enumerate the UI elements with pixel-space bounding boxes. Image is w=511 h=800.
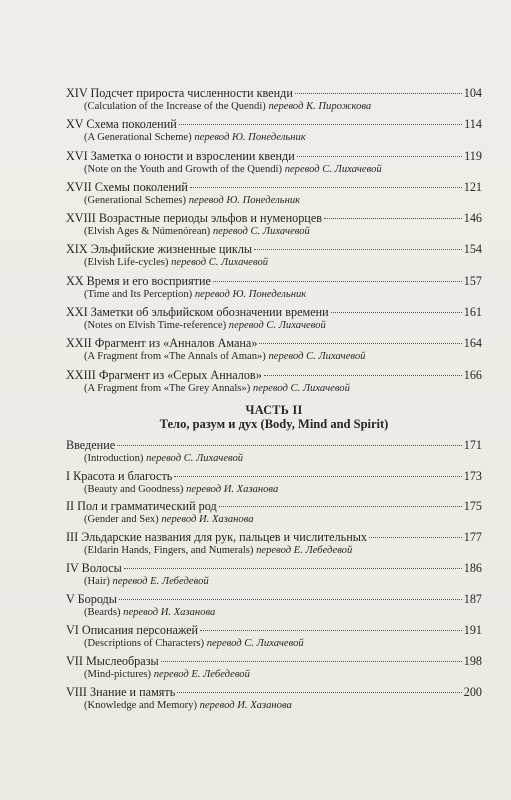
toc-section-part-1	[66, 86, 482, 395]
toc-entry-line	[66, 654, 482, 668]
toc-entry-title: XXI Заметки об эльфийском обозначении времени	[66, 305, 329, 320]
original-title: (Beards)	[84, 607, 121, 619]
toc-entry-title: I Красота и благость	[66, 468, 173, 483]
original-title: (Descriptions of Characters)	[84, 638, 205, 650]
toc-entry-title: XVIII Возрастные периоды эльфов и нуменорцев	[66, 211, 322, 226]
toc-entry-title: VI Описания персонажей	[66, 623, 199, 638]
toc-entry-line	[66, 368, 482, 382]
toc-entry	[66, 274, 482, 301]
toc-entry-title: II Пол и грамматический род	[66, 499, 217, 514]
toc-entry-line	[66, 117, 482, 131]
translator: перевод Ю. Понедельник	[188, 194, 301, 206]
toc-entry-page: 187	[463, 592, 482, 607]
original-title: (A Generational Scheme)	[84, 132, 192, 144]
translator: перевод И. Хазанова	[186, 483, 279, 495]
toc-entry	[66, 117, 482, 144]
original-title: (Gender and Sex)	[84, 514, 159, 526]
toc-entry-line	[66, 211, 482, 225]
toc-entry-page: 157	[463, 273, 482, 288]
dot-leader	[117, 445, 462, 446]
dot-leader	[179, 124, 462, 125]
original-title: (Notes on Elvish Time-reference)	[84, 320, 227, 332]
toc-entry-title: VIII Знание и память	[66, 684, 176, 699]
toc-entry-page: 154	[463, 242, 482, 257]
toc-entry-subtitle	[66, 163, 482, 176]
original-title: (Introduction)	[84, 452, 144, 464]
dot-leader	[295, 93, 462, 94]
translator: перевод Е. Лебедевой	[256, 545, 353, 557]
toc-entry-line	[66, 438, 482, 452]
translator: перевод С. Лихачевой	[212, 226, 310, 238]
table-of-contents	[66, 86, 482, 716]
translator: перевод Ю. Понедельник	[194, 132, 306, 144]
toc-entry-line	[66, 336, 482, 350]
toc-entry-page: 173	[463, 468, 482, 483]
dot-leader	[177, 692, 461, 693]
translator: перевод И. Хазанова	[161, 514, 254, 526]
toc-entry-page: 200	[463, 684, 482, 699]
dot-leader	[324, 218, 462, 219]
toc-entry-title: VII Мыслеобразы	[66, 653, 159, 668]
translator: перевод С. Лихачевой	[268, 351, 366, 363]
translator: перевод И. Хазанова	[199, 699, 292, 711]
dot-leader	[331, 312, 462, 313]
toc-entry-page: 104	[463, 86, 482, 100]
dot-leader	[219, 506, 462, 507]
toc-entry-line	[66, 685, 482, 699]
translator: перевод Е. Лебедевой	[112, 576, 209, 588]
toc-entry	[66, 149, 482, 176]
original-title: (Elvish Life-cycles)	[84, 257, 169, 269]
toc-entry-title: IV Волосы	[66, 561, 122, 576]
toc-entry-page: 161	[463, 305, 482, 320]
toc-entry-subtitle	[66, 319, 482, 332]
toc-entry-subtitle	[66, 288, 482, 301]
toc-entry-subtitle	[66, 699, 482, 712]
toc-entry-title: XXIII Фрагмент из «Серых Анналов»	[66, 367, 262, 382]
part-label: ЧАСТЬ II	[245, 402, 303, 417]
toc-entry-subtitle	[66, 513, 482, 526]
translator: перевод С. Лихачевой	[146, 452, 244, 464]
toc-entry-line	[66, 623, 482, 637]
toc-entry-subtitle	[66, 382, 482, 395]
toc-entry	[66, 530, 482, 557]
dot-leader	[161, 661, 462, 662]
toc-entry	[66, 469, 482, 496]
original-title: (Beauty and Goodness)	[84, 483, 184, 495]
original-title: (Time and Its Perception)	[84, 288, 193, 300]
toc-entry-subtitle	[66, 575, 482, 588]
toc-entry	[66, 499, 482, 526]
translator: перевод С. Лихачевой	[228, 320, 326, 332]
toc-entry	[66, 211, 482, 238]
toc-entry-page: 121	[463, 179, 482, 194]
toc-entry-subtitle	[66, 606, 482, 619]
toc-section-part-2	[66, 438, 482, 712]
toc-entry-title: XIX Эльфийские жизненные циклы	[66, 242, 253, 257]
original-title: (Elvish Ages & Númenórean)	[84, 226, 211, 238]
dot-leader	[124, 568, 462, 569]
toc-entry	[66, 305, 482, 332]
toc-entry	[66, 438, 482, 465]
toc-entry-subtitle	[66, 256, 482, 269]
toc-entry	[66, 180, 482, 207]
toc-entry-title: III Эльдарские названия для рук, пальцев и числительных	[66, 530, 368, 545]
toc-entry-line	[66, 86, 482, 100]
toc-entry-subtitle	[66, 225, 482, 238]
toc-entry-line	[66, 592, 482, 606]
original-title: (Note on the Youth and Growth of the Quendi)	[84, 163, 283, 175]
original-title: (Mind-pictures)	[84, 668, 152, 680]
translator: перевод С. Лихачевой	[252, 382, 350, 394]
toc-entry-title: XVI Заметка о юности и взрослении квенди	[66, 148, 295, 163]
toc-entry	[66, 592, 482, 619]
dot-leader	[264, 375, 462, 376]
toc-entry-line	[66, 499, 482, 513]
toc-entry-line	[66, 149, 482, 163]
toc-entry-subtitle	[66, 350, 482, 363]
original-title: (A Fragment from «The Annals of Aman»)	[84, 351, 266, 363]
dot-leader	[259, 343, 461, 344]
toc-entry-line	[66, 242, 482, 256]
toc-entry-page: 175	[463, 499, 482, 514]
toc-entry	[66, 336, 482, 363]
toc-entry-page: 114	[464, 117, 482, 132]
toc-entry-page: 191	[463, 623, 482, 638]
translator: перевод К. Пирожкова	[268, 101, 372, 112]
original-title: (Eldarin Hands, Fingers, and Numerals)	[84, 545, 254, 557]
toc-entry	[66, 561, 482, 588]
original-title: (Knowledge and Memory)	[84, 699, 197, 711]
dot-leader	[190, 187, 462, 188]
toc-entry-line	[66, 305, 482, 319]
toc-entry-subtitle	[66, 668, 482, 681]
translator: перевод С. Лихачевой	[284, 163, 382, 175]
toc-entry-page: 166	[463, 367, 482, 382]
toc-entry-page: 186	[463, 561, 482, 576]
dot-leader	[254, 249, 462, 250]
toc-entry-title: V Бороды	[66, 592, 117, 607]
dot-leader	[119, 599, 462, 600]
original-title: (Hair)	[84, 576, 110, 588]
toc-entry-subtitle	[66, 131, 482, 144]
toc-entry-subtitle	[66, 637, 482, 650]
dot-leader	[369, 537, 462, 538]
dot-leader	[213, 281, 462, 282]
toc-entry-title: XVII Схемы поколений	[66, 179, 188, 194]
toc-entry-page: 171	[463, 437, 482, 452]
toc-entry-title: XV Схема поколений	[66, 117, 177, 132]
toc-entry	[66, 86, 482, 113]
original-title: (Calculation of the Increase of the Quendi)	[84, 101, 266, 112]
toc-entry-line	[66, 530, 482, 544]
toc-entry-title: Введение	[66, 437, 116, 452]
toc-entry-subtitle	[66, 452, 482, 465]
original-title: (A Fragment from «The Grey Annals»)	[84, 382, 251, 394]
toc-entry-subtitle	[66, 100, 482, 113]
toc-entry	[66, 623, 482, 650]
dot-leader	[174, 476, 461, 477]
translator: перевод С. Лихачевой	[171, 257, 269, 269]
original-title: (Generational Schemes)	[84, 194, 187, 206]
toc-entry-line	[66, 469, 482, 483]
toc-entry-page: 146	[463, 211, 482, 226]
toc-entry-subtitle	[66, 544, 482, 557]
toc-entry-title: XXII Фрагмент из «Анналов Амана»	[66, 336, 258, 351]
toc-entry-page: 164	[463, 336, 482, 351]
toc-entry-line	[66, 561, 482, 575]
toc-entry-subtitle	[66, 194, 482, 207]
toc-entry	[66, 242, 482, 269]
translator: перевод С. Лихачевой	[206, 638, 304, 650]
toc-entry	[66, 654, 482, 681]
toc-entry-subtitle	[66, 483, 482, 496]
translator: перевод Е. Лебедевой	[153, 668, 250, 680]
dot-leader	[297, 156, 462, 157]
toc-entry-title: XIV Подсчет прироста численности квенди	[66, 86, 293, 100]
toc-entry-title: XX Время и его восприятие	[66, 273, 211, 288]
part-title: Тело, разум и дух (Body, Mind and Spirit)	[159, 416, 389, 431]
translator: перевод И. Хазанова	[123, 607, 216, 619]
toc-entry-line	[66, 180, 482, 194]
toc-entry-page: 198	[463, 653, 482, 668]
toc-entry-line	[66, 274, 482, 288]
toc-entry-page: 177	[463, 530, 482, 545]
translator: перевод Ю. Понедельник	[194, 288, 307, 300]
toc-entry	[66, 685, 482, 712]
dot-leader	[200, 630, 462, 631]
toc-entry	[66, 368, 482, 395]
toc-entry-page: 119	[464, 148, 482, 163]
